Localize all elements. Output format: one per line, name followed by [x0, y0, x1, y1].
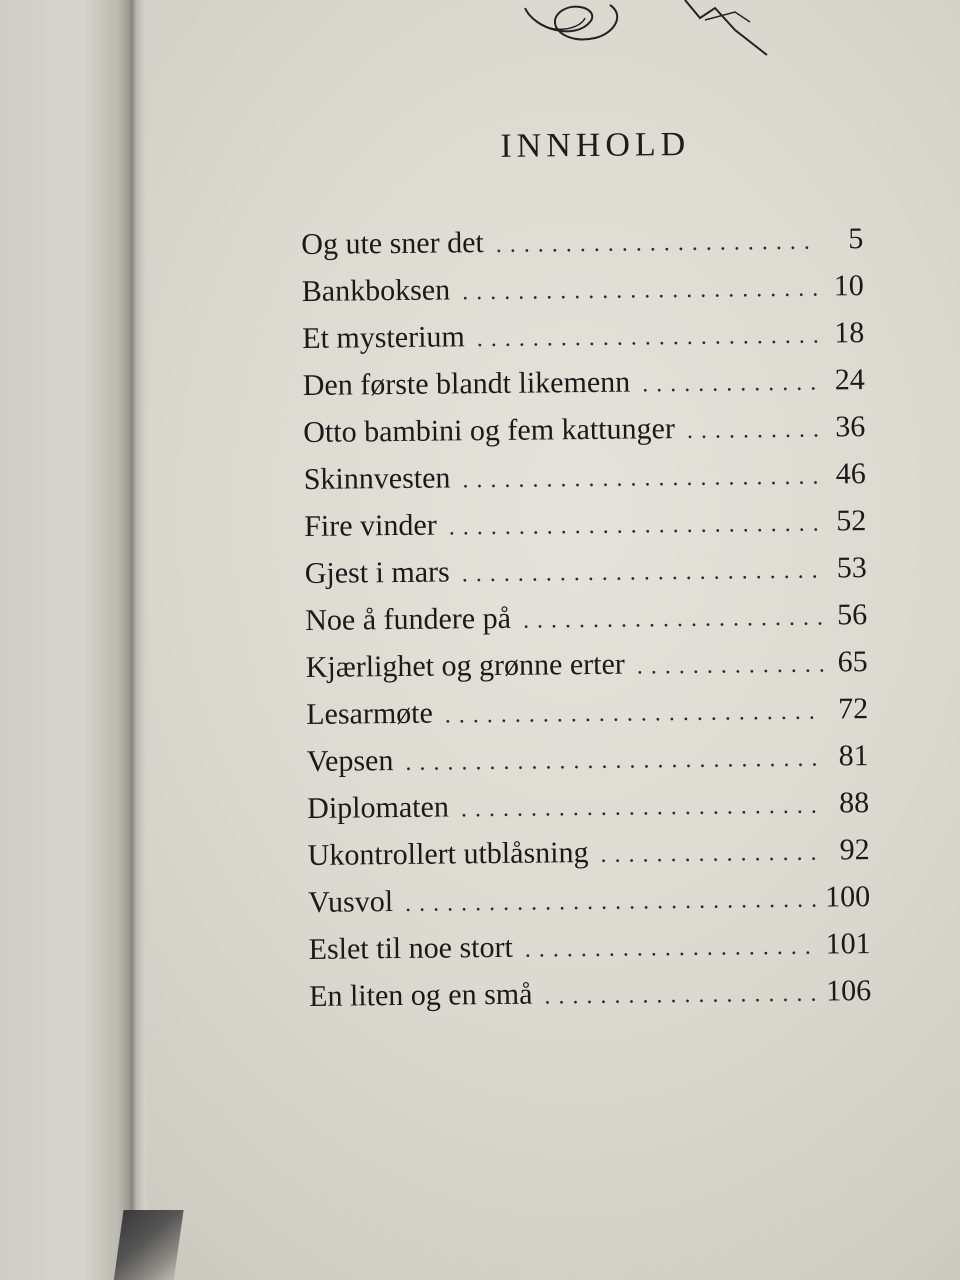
toc-entry: [306, 645, 886, 698]
toc-entry: [302, 316, 882, 369]
toc-entry-page: 56: [837, 598, 868, 632]
toc-entry: [305, 598, 885, 651]
toc-entry-title: Gjest i mars: [304, 555, 450, 590]
gutter-fold: [128, 0, 136, 1280]
dot-leader: [687, 417, 822, 445]
toc-entry: [304, 504, 884, 557]
toc-entry-page: 46: [835, 457, 866, 491]
toc-entry-page: 10: [833, 269, 864, 303]
toc-entry-title: Diplomaten: [307, 790, 450, 825]
toc-list: [301, 222, 889, 1027]
toc-entry-title: Et mysterium: [302, 320, 465, 355]
toc-entry: [308, 833, 888, 886]
toc-entry-page: 36: [835, 410, 866, 444]
toc-entry-title: Vepsen: [306, 744, 394, 778]
toc-entry-title: Og ute sner det: [301, 226, 484, 261]
toc-entry: [303, 363, 883, 416]
toc-entry-title: Skinnvesten: [303, 461, 451, 496]
dot-leader: [449, 511, 823, 542]
dot-leader: [637, 652, 824, 681]
toc-entry: [301, 222, 881, 275]
toc-entry-page: 100: [824, 880, 871, 914]
toc-entry-page: 18: [834, 316, 865, 350]
toc-entry-title: Kjærlighet og grønne erter: [305, 647, 625, 684]
toc-entry: [307, 786, 887, 839]
dot-leader: [445, 699, 825, 730]
book-cover-corner: [112, 1210, 183, 1280]
toc-entry-page: 81: [838, 739, 869, 773]
toc-entry: [302, 269, 882, 322]
toc-entry-page: 5: [848, 222, 864, 256]
toc-entry-title: Den første blandt likemenn: [302, 365, 631, 402]
toc-entry: [305, 551, 885, 604]
toc-entry-page: 65: [837, 645, 868, 679]
toc-entry-title: Noe å fundere på: [305, 601, 512, 637]
dot-leader: [405, 746, 825, 777]
table-of-contents: [300, 114, 889, 1027]
dot-leader: [523, 605, 824, 635]
toc-entry: [307, 739, 887, 792]
toc-entry-title: Bankboksen: [301, 273, 451, 308]
toc-entry: [309, 927, 889, 980]
toc-entry-page: 24: [834, 363, 865, 397]
dot-leader: [461, 793, 826, 824]
toc-entry-title: Ukontrollert utblåsning: [307, 836, 589, 872]
dot-leader: [405, 887, 817, 918]
dot-leader: [600, 840, 825, 869]
dot-leader: [544, 981, 818, 1011]
toc-entry-title: Fire vinder: [304, 508, 437, 543]
toc-heading: INNHOLD: [500, 125, 691, 165]
toc-entry-title: Eslet til noe stort: [308, 930, 513, 966]
toc-entry-page: 52: [836, 504, 867, 538]
dot-leader: [496, 229, 820, 259]
toc-entry-page: 101: [825, 927, 871, 961]
toc-entry-page: 88: [839, 786, 870, 820]
dot-leader: [462, 464, 822, 495]
toc-entry-title: En liten og en små: [309, 977, 533, 1013]
dot-leader: [525, 934, 818, 964]
toc-entry-page: 106: [825, 974, 872, 1008]
toc-entry: [308, 880, 888, 933]
toc-entry: [303, 410, 883, 463]
toc-entry-title: Lesarmøte: [306, 696, 434, 731]
dot-leader: [477, 323, 821, 354]
toc-entry-title: Vusvol: [308, 885, 394, 919]
toc-entry: [304, 457, 884, 510]
toc-entry: [306, 692, 886, 745]
toc-entry-page: 92: [839, 833, 870, 867]
dot-leader: [462, 558, 823, 589]
handwritten-signature: [505, 0, 785, 60]
dot-leader: [642, 370, 821, 399]
toc-entry-page: 53: [836, 551, 867, 585]
toc-entry-page: 72: [838, 692, 869, 726]
toc-entry: [309, 974, 889, 1027]
dot-leader: [462, 276, 820, 307]
toc-entry-title: Otto bambini og fem kattunger: [303, 412, 676, 449]
